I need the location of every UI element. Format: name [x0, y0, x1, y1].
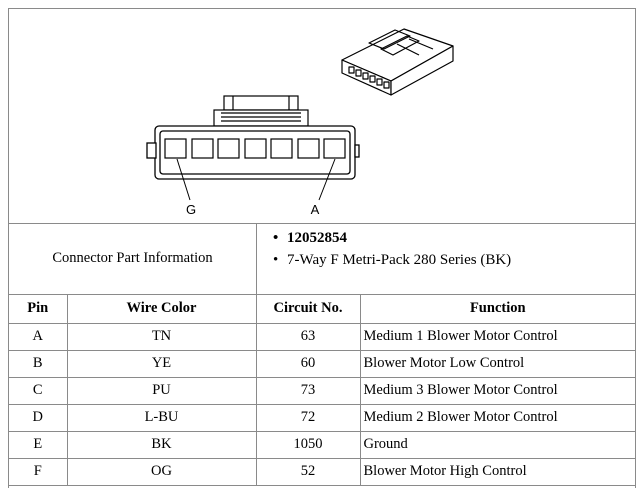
header-pin: Pin [9, 294, 67, 323]
table-row [9, 458, 635, 485]
function-cell: Blower Motor Low Control [360, 350, 635, 377]
part-info-label: Connector Part Information [9, 223, 257, 294]
connector-lock-tab [214, 96, 308, 126]
wire-color-cell: BK [67, 431, 256, 458]
pin-cell: A [9, 323, 67, 350]
function-cell: Medium 3 Blower Motor Control [360, 377, 635, 404]
wire-color-cell: PU [67, 377, 256, 404]
pin-label-right: A [310, 202, 320, 217]
pin-cell: E [9, 431, 67, 458]
table-row [9, 377, 635, 404]
connector-diagram [9, 9, 635, 223]
table-row [9, 350, 635, 377]
pin-table [9, 294, 635, 486]
pin-cell: B [9, 350, 67, 377]
part-info-details [257, 223, 635, 294]
connector-cavities [165, 139, 345, 158]
function-cell: Medium 1 Blower Motor Control [360, 323, 635, 350]
function-cell: Medium 2 Blower Motor Control [360, 404, 635, 431]
function-cell: Blower Motor High Control [360, 458, 635, 485]
connector-info-frame [8, 8, 636, 488]
table-row [9, 431, 635, 458]
wire-color-cell: TN [67, 323, 256, 350]
connector-diagram-cell [9, 9, 635, 224]
table-row [9, 323, 635, 350]
circuit-cell: 52 [256, 458, 360, 485]
header-wire-color: Wire Color [67, 294, 256, 323]
part-number: • 12052854 [287, 230, 347, 247]
pin-cell: F [9, 458, 67, 485]
pin-table-header-row [9, 294, 635, 323]
wire-color-cell: YE [67, 350, 256, 377]
pin-cell: C [9, 377, 67, 404]
circuit-cell: 63 [256, 323, 360, 350]
connector-part-info-row [9, 223, 635, 295]
circuit-cell: 72 [256, 404, 360, 431]
function-cell: Ground [360, 431, 635, 458]
connector-3d-illustration [342, 29, 453, 95]
wire-color-cell: L-BU [67, 404, 256, 431]
wire-color-cell: OG [67, 458, 256, 485]
connector-description: • 7-Way F Metri-Pack 280 Series (BK) [287, 252, 511, 269]
circuit-cell: 73 [256, 377, 360, 404]
circuit-cell: 1050 [256, 431, 360, 458]
pin-label-left: G [185, 202, 197, 217]
pin-cell: D [9, 404, 67, 431]
header-circuit-no: Circuit No. [256, 294, 360, 323]
header-function: Function [360, 294, 635, 323]
circuit-cell: 60 [256, 350, 360, 377]
table-row [9, 404, 635, 431]
